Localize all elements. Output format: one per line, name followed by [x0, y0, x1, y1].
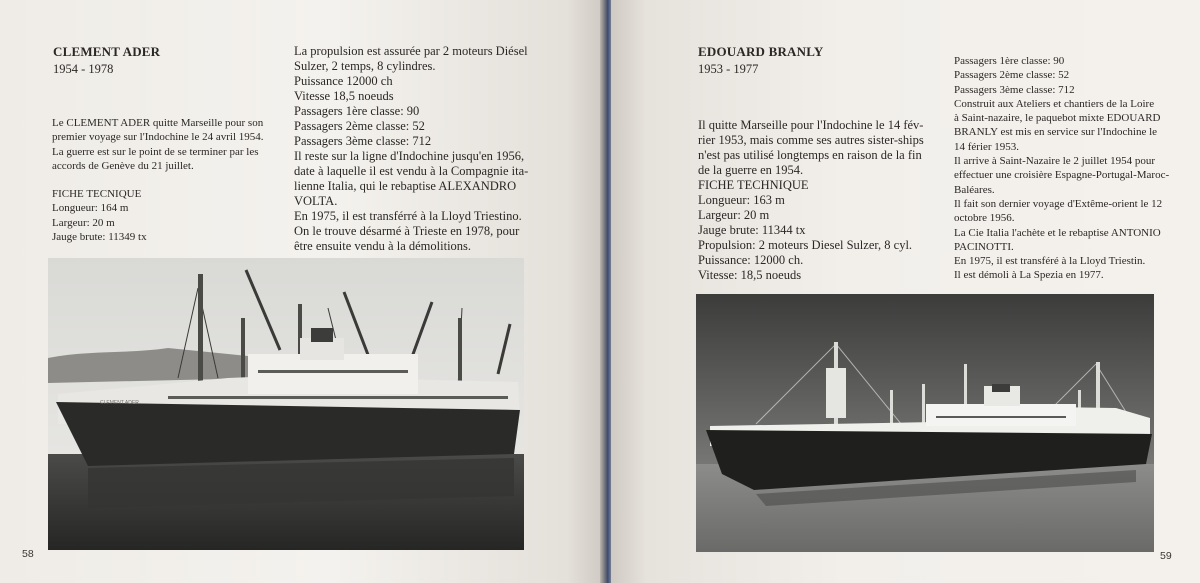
ship-years: 1954 - 1978 — [53, 62, 114, 76]
text-line: de la guerre en 1954. — [698, 163, 804, 177]
text-line: La Cie Italia l'achète et le rebaptise ANTONIO — [954, 226, 1161, 239]
text-line: VOLTA. — [294, 194, 338, 208]
page-number-right: 59 — [1160, 550, 1172, 562]
text-line: Longueur: 163 m — [698, 193, 785, 207]
hull-name: CLEMENT ADER — [100, 400, 139, 406]
text-line: Jauge brute: 11349 tx — [52, 230, 147, 243]
text-line: BRANLY est mis en service sur l'Indochine le — [954, 126, 1158, 139]
text-line: être ensuite vendu à la démolitions. — [294, 239, 472, 253]
text-line: n'est pas utilisé longtemps en raison de la fin — [698, 148, 922, 162]
text-line: En 1975, il est transféré à la Lloyd Triestin. — [954, 255, 1146, 268]
text-line: Propulsion: 2 moteurs Diesel Sulzer, 8 cyl. — [698, 238, 913, 252]
text-line: Passagers 1ère classe: 90 — [294, 104, 420, 118]
text-line: Le CLEMENT ADER quitte Marseille pour son — [52, 117, 264, 129]
text-line: Largeur: 20 m — [52, 216, 115, 229]
text-line: Il arrive à Saint-Nazaire le 2 juillet 1954 pour — [954, 155, 1155, 168]
text-line: Vitesse 18,5 noeuds — [294, 89, 394, 103]
text-line: Sulzer, 2 temps, 8 cylindres. — [294, 59, 436, 73]
text-line: Baléares. — [954, 183, 995, 196]
text-line: Il est démoli à La Spezia en 1977. — [954, 269, 1104, 282]
text-line: PACINOTTI. — [954, 240, 1014, 253]
text-line: On le trouve désarmé à Trieste en 1978, pour — [294, 224, 520, 238]
right-column-text — [294, 44, 528, 254]
text-line: Il reste sur la ligne d'Indochine jusqu'en 1956, — [294, 149, 525, 163]
text-line: date à laquelle il est vendu à la Compagnie ita- — [294, 164, 529, 178]
text-line: octobre 1956. — [954, 212, 1015, 225]
text-line: accords de Genève du 21 juillet. — [52, 159, 194, 172]
text-line: La propulsion est assurée par 2 moteurs Diésel — [294, 44, 528, 58]
fiche-title: FICHE TECNIQUE — [52, 188, 142, 200]
text-line: à Saint-nazaire, le paquebot mixte EDOUARD — [954, 112, 1161, 125]
text-line: lienne Italia, qui le rebaptise ALEXANDRO — [294, 179, 517, 193]
text-line: En 1975, il est transférré à la Lloyd Triestino. — [294, 209, 522, 223]
ship-title-edouard-branly: EDOUARD BRANLY — [698, 44, 824, 59]
ship-title-clement-ader: CLEMENT ADER — [53, 44, 161, 59]
text-line: Longueur: 164 m — [52, 202, 129, 215]
text-line: La guerre est sur le point de se terminer par les — [52, 145, 259, 158]
technical-sheet — [52, 187, 147, 244]
body-text — [698, 118, 924, 283]
text-line: Passagers 3ème classe: 712 — [294, 134, 432, 148]
text-line: Puissance: 12000 ch. — [698, 253, 804, 267]
text-line: Largeur: 20 m — [698, 208, 770, 222]
text-line: Construit aux Ateliers et chantiers de la Loire — [954, 97, 1155, 110]
text-line: Passagers 2ème classe: 52 — [954, 69, 1070, 82]
text-line: rier 1953, mais comme ses autres sister-ships — [698, 133, 924, 147]
text-line: Passagers 2ème classe: 52 — [294, 119, 425, 133]
text-line: Il quitte Marseille pour l'Indochine le 14 fév- — [698, 118, 924, 132]
text-line: Vitesse: 18,5 noeuds — [698, 268, 802, 282]
text-line: Puissance 12000 ch — [294, 74, 393, 88]
intro-paragraph — [52, 116, 264, 173]
right-column-text — [954, 54, 1169, 283]
text-line: Passagers 3ème classe: 712 — [954, 83, 1075, 96]
clement-ader-photo — [48, 258, 524, 550]
text-line: Jauge brute: 11344 tx — [698, 223, 806, 237]
page-number-left: 58 — [22, 548, 34, 560]
text-line: premier voyage sur l'Indochine le 24 avril 1954. — [52, 131, 264, 144]
text-line: effectuer une croisière Espagne-Portugal-Maroc- — [954, 169, 1170, 182]
right-page — [611, 0, 1200, 583]
fiche-title: FICHE TECHNIQUE — [698, 178, 809, 192]
edouard-branly-photo — [696, 294, 1154, 552]
text-line: Il fait son dernier voyage d'Extême-orient le 12 — [954, 197, 1163, 210]
ship-years: 1953 - 1977 — [698, 62, 759, 76]
text-line: Passagers 1ère classe: 90 — [954, 55, 1065, 67]
text-line: 14 férier 1953. — [954, 140, 1020, 153]
